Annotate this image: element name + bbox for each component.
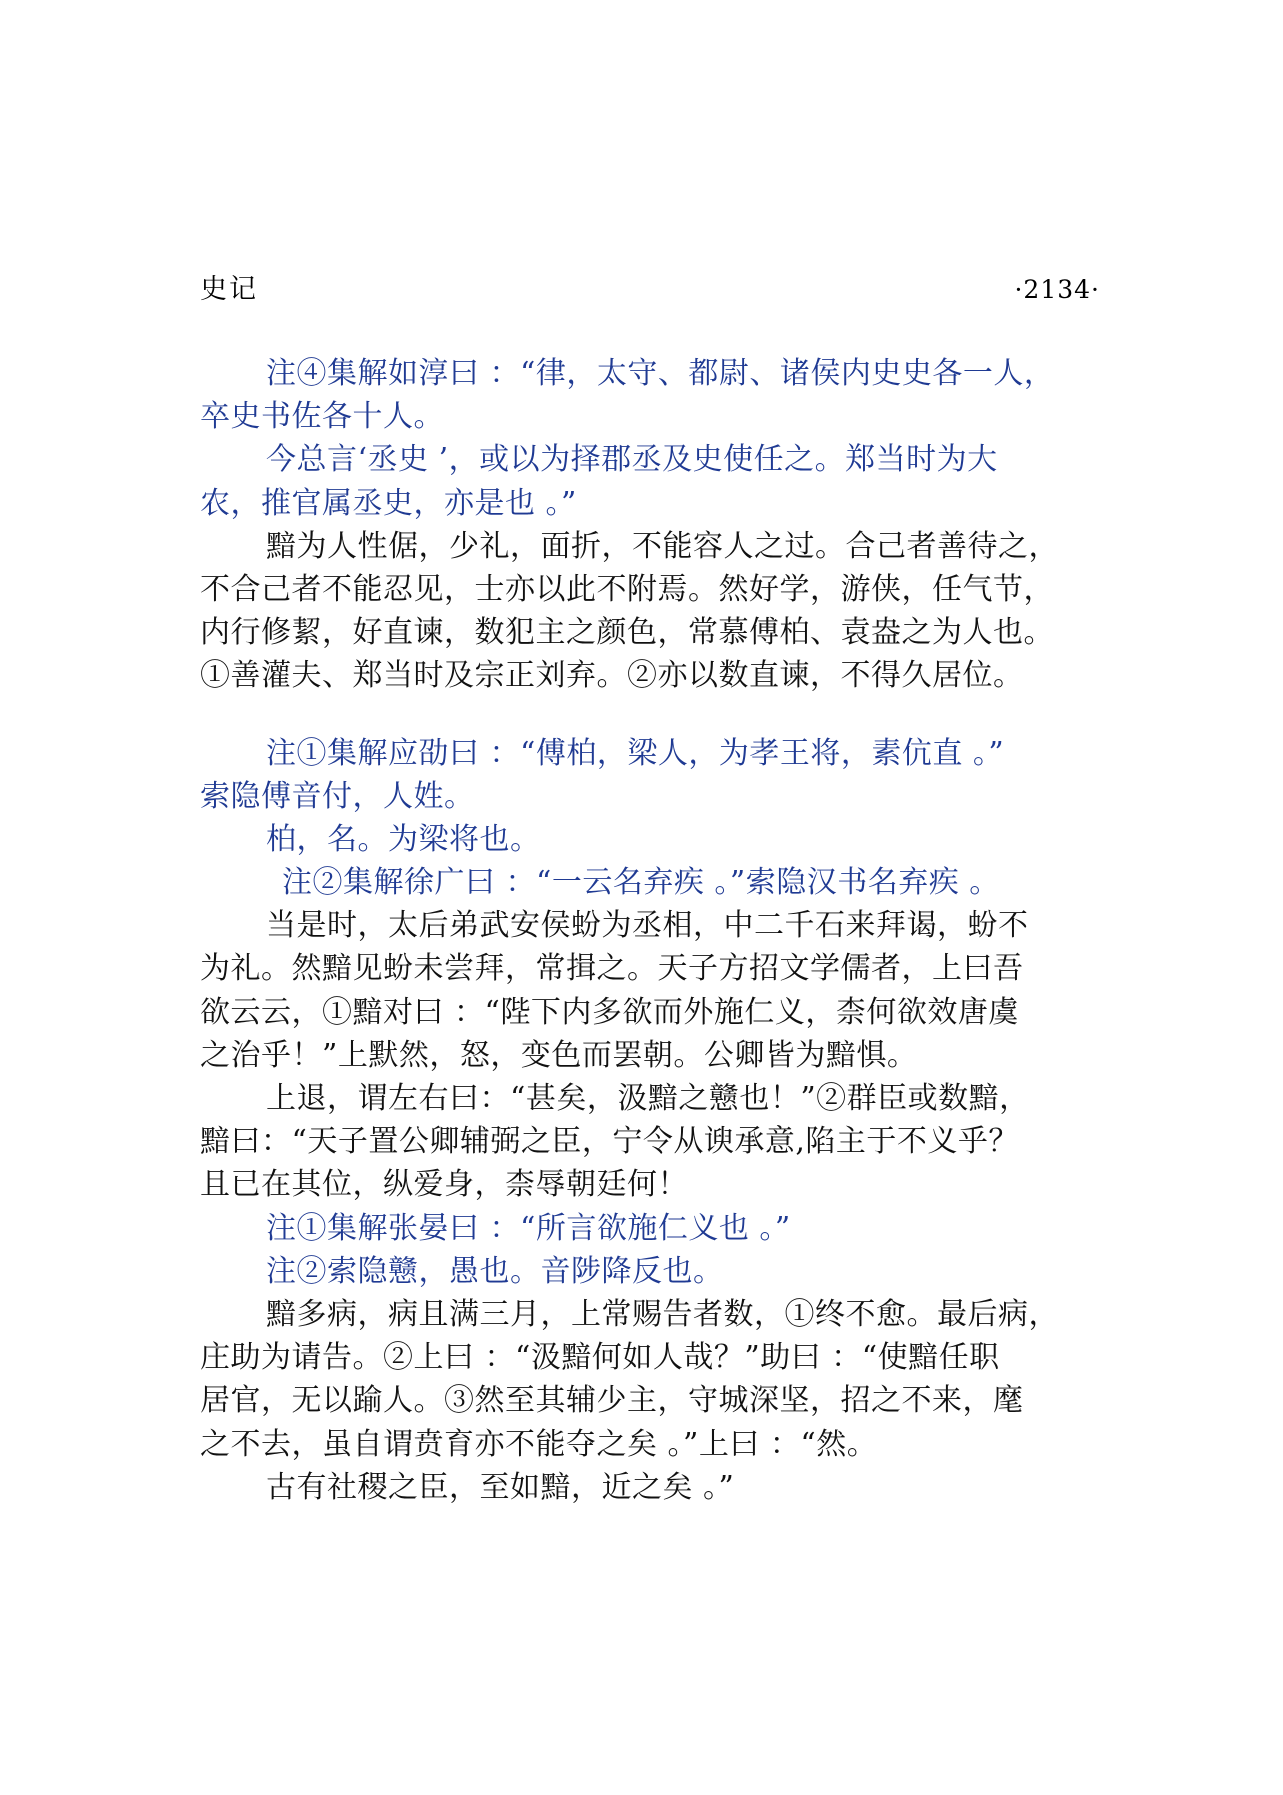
text-line: 居官，无以踰人。③然至其辅少主，守城深坚，招之不来，麾	[200, 1383, 1024, 1419]
text-line: 且已在其位，纵爱身，柰辱朝廷何！	[200, 1167, 688, 1203]
annotation-line: 注④集解如淳曰 ：“律，太守、都尉、诸侯内史史各一人，	[266, 356, 1055, 391]
annotation-line: 注②集解徐广曰 ：“一云名弃疾 。”索隐汉书名弃疾 。	[282, 865, 1000, 901]
book-title: 史记	[200, 274, 258, 305]
annotation-line: 注①集解张晏曰 ：“所言欲施仁义也 。”	[266, 1210, 791, 1246]
annotation-line: 卒史书佐各十人。	[200, 399, 444, 435]
text-line: 上退，谓左右曰：“甚矣，汲黯之戆也！”②群臣或数黯，	[266, 1081, 1030, 1116]
annotation-line: 注①集解应劭曰 ：“傅柏，梁人，为孝王将，素伉直 。”	[266, 735, 1005, 771]
annotation-line: 索隐傅音付，人姓。	[200, 778, 475, 814]
paragraph-gap	[200, 698, 1120, 732]
annotation-line: 今总言‘丞史 ’，或以为择郡丞及史使任之。郑当时为大	[266, 442, 998, 478]
text-line: 黯曰：“天子置公卿辅弼之臣，宁令从谀承意,陷主于不义乎？	[200, 1124, 1019, 1160]
text-line: 为礼。然黯见蚡未尝拜，常揖之。天子方招文学儒者，上曰吾	[200, 951, 1024, 987]
text-line: 之治乎！”上默然，怒，变色而罢朝。公卿皆为黯惧。	[200, 1037, 918, 1073]
text-line: 当是时，太后弟武安侯蚡为丞相，中二千石来拜谒，蚡不	[266, 908, 1029, 944]
text-line: ①善灌夫、郑当时及宗正刘弃。②亦以数直谏，不得久居位。	[200, 658, 1024, 694]
text-line: 不合己者不能忍见，士亦以此不附焉。然好学，游侠，任气节，	[200, 571, 1054, 607]
text-line: 黯为人性倨，少礼，面折，不能容人之过。合己者善待之，	[266, 528, 1059, 564]
text-line: 古有社稷之臣，至如黯，近之矣 。”	[266, 1469, 735, 1505]
page-number: ·2134·	[1014, 275, 1100, 304]
text-line: 内行修絜，好直谏，数犯主之颜色，常慕傅柏、袁盎之为人也。	[200, 615, 1054, 651]
text-line: 黯多病，病且满三月，上常赐告者数，①终不愈。最后病，	[266, 1296, 1059, 1332]
annotation-line: 注②索隐戆，愚也。音陟降反也。	[266, 1253, 724, 1289]
text-line: 庄助为请告。②上曰 ：“汲黯何如人哉？”助曰 ：“使黯任职	[200, 1340, 1000, 1376]
text-line: 欲云云，①黯对曰 ：“陛下内多欲而外施仁义，柰何欲效唐虞	[200, 994, 1019, 1030]
page-body	[200, 352, 1120, 1509]
annotation-line: 柏，名。为梁将也。	[266, 821, 541, 857]
page-header	[200, 270, 1100, 310]
text-line: 之不去，虽自谓贲育亦不能夺之矣 。”上曰 ：“然。	[200, 1426, 878, 1462]
annotation-line: 农，推官属丞史，亦是也 。”	[200, 485, 577, 521]
